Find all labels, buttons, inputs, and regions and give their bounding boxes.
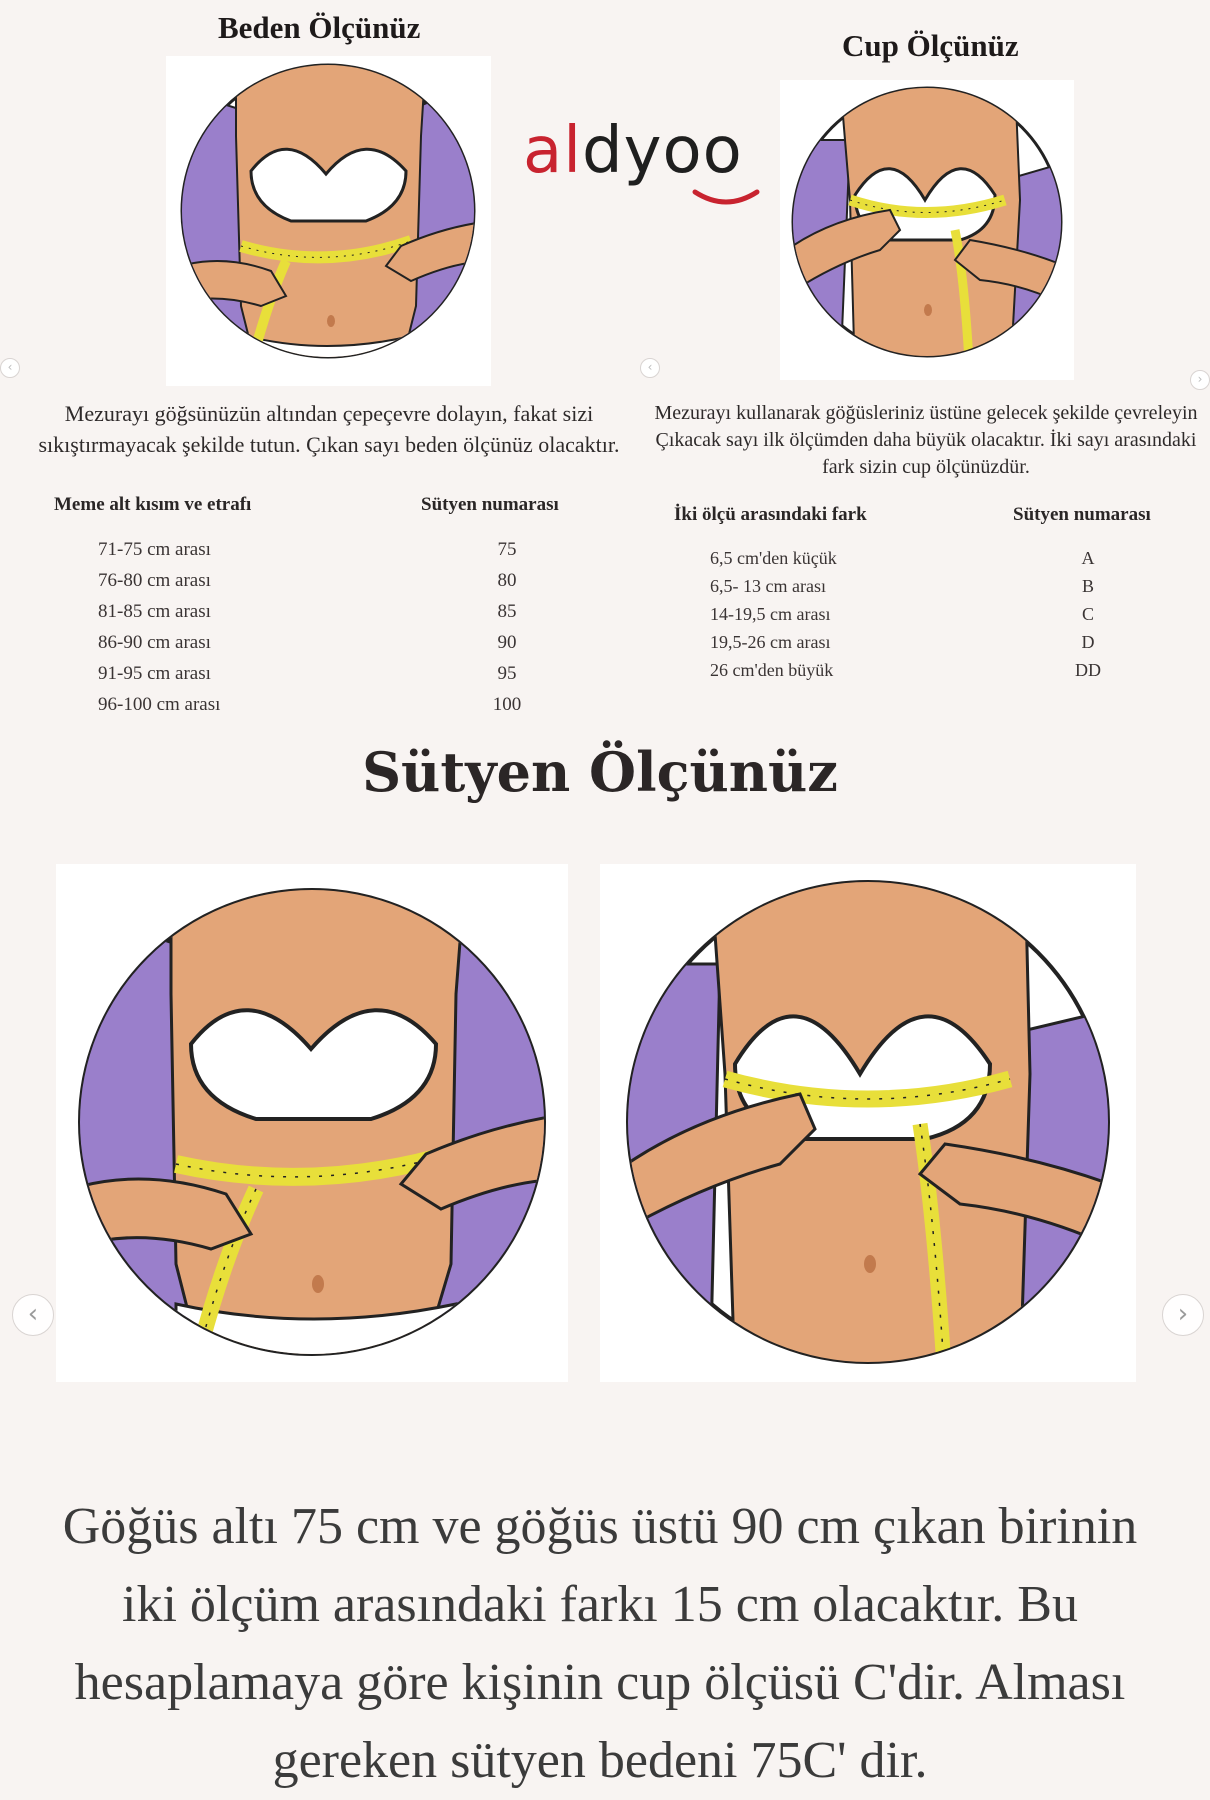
section-title: Sütyen Ölçünüz [362,740,838,804]
cup-range-cell: 14-19,5 cm arası [710,604,831,624]
cup-col-header-1: İki ölçü arasındaki fark [674,504,867,525]
cup-size-cell: A [1081,548,1095,568]
band-row [54,627,614,658]
cup-range-cell: 26 cm'den büyük [710,660,834,680]
band-row [54,565,614,596]
beden-title: Beden Ölçünüz [218,10,421,45]
prev-dot-icon[interactable]: ‹ [0,358,20,378]
logo-rest: dyoo [582,114,743,188]
band-range-cell: 81-85 cm arası [98,601,211,622]
band-range-cell: 96-100 cm arası [98,694,221,715]
band-range-cell: 71-75 cm arası [98,539,211,560]
cup-row [674,600,1174,628]
cup-measure-illustration [780,80,1074,380]
band-col-header-1: Meme alt kısım ve etrafı [54,494,252,515]
cup-range-cell: 19,5-26 cm arası [710,632,831,652]
example-calculation-text: Göğüs altı 75 cm ve göğüs üstü 90 cm çıkan birinin iki ölçüm arasındaki farkı 15 cm olacaktır. Bu hesaplamaya göre kişinin cup ölçüsü C'dir. Alması gereken sütyen bedeni 75C' dir. [62,1498,1138,1789]
band-row [54,658,614,689]
band-row [54,689,614,720]
cup-measure-large-illustration [600,864,1136,1382]
band-size-cell: 85 [497,601,517,622]
carousel-prev-button[interactable]: ‹ [12,1294,54,1336]
band-col-header-2: Sütyen numarası [421,494,559,515]
cup-size-cell: D [1081,632,1095,652]
cup-description: Mezurayı kullanarak göğüsleriniz üstüne gelecek şekilde çevreleyin Çıkacak sayı ilk ölçümden daha büyük olacaktır. İki sayı arasındaki fark sizin cup ölçünüzdür. [654,402,1198,478]
cup-row [674,544,1174,572]
middle-dot-icon[interactable]: ‹ [640,358,660,378]
band-size-cell: 80 [497,570,517,591]
next-dot-icon[interactable]: › [1190,370,1210,390]
band-size-cell: 90 [497,632,517,653]
aldyoo-logo [523,114,743,188]
band-size-cell: 95 [497,663,517,684]
cup-range-cell: 6,5 cm'den küçük [710,548,837,568]
band-measure-illustration [166,56,491,386]
cup-size-cell: DD [1075,660,1101,680]
carousel-next-button[interactable]: › [1162,1294,1204,1336]
band-size-cell: 75 [497,539,517,560]
band-range-cell: 86-90 cm arası [98,632,211,653]
band-measure-large-illustration [56,864,568,1382]
cup-row [674,572,1174,600]
smile-icon [691,188,761,210]
cup-size-cell: B [1081,576,1094,596]
cup-row [674,656,1174,684]
band-row [54,596,614,627]
band-size-cell: 100 [492,694,522,715]
cup-row [674,628,1174,656]
band-row [54,534,614,565]
band-range-cell: 76-80 cm arası [98,570,211,591]
band-description: Mezurayı göğsünüzün altından çepeçevre dolayın, fakat sizi sıkıştırmayacak şekilde tutun. Çıkan sayı beden ölçünüz olacaktır. [38,401,620,457]
cup-col-header-2: Sütyen numarası [1013,504,1151,525]
cup-title: Cup Ölçünüz [842,28,1019,63]
logo-prefix: al [523,114,582,188]
cup-size-cell: C [1081,604,1094,624]
band-range-cell: 91-95 cm arası [98,663,211,684]
cup-range-cell: 6,5- 13 cm arası [710,576,826,596]
